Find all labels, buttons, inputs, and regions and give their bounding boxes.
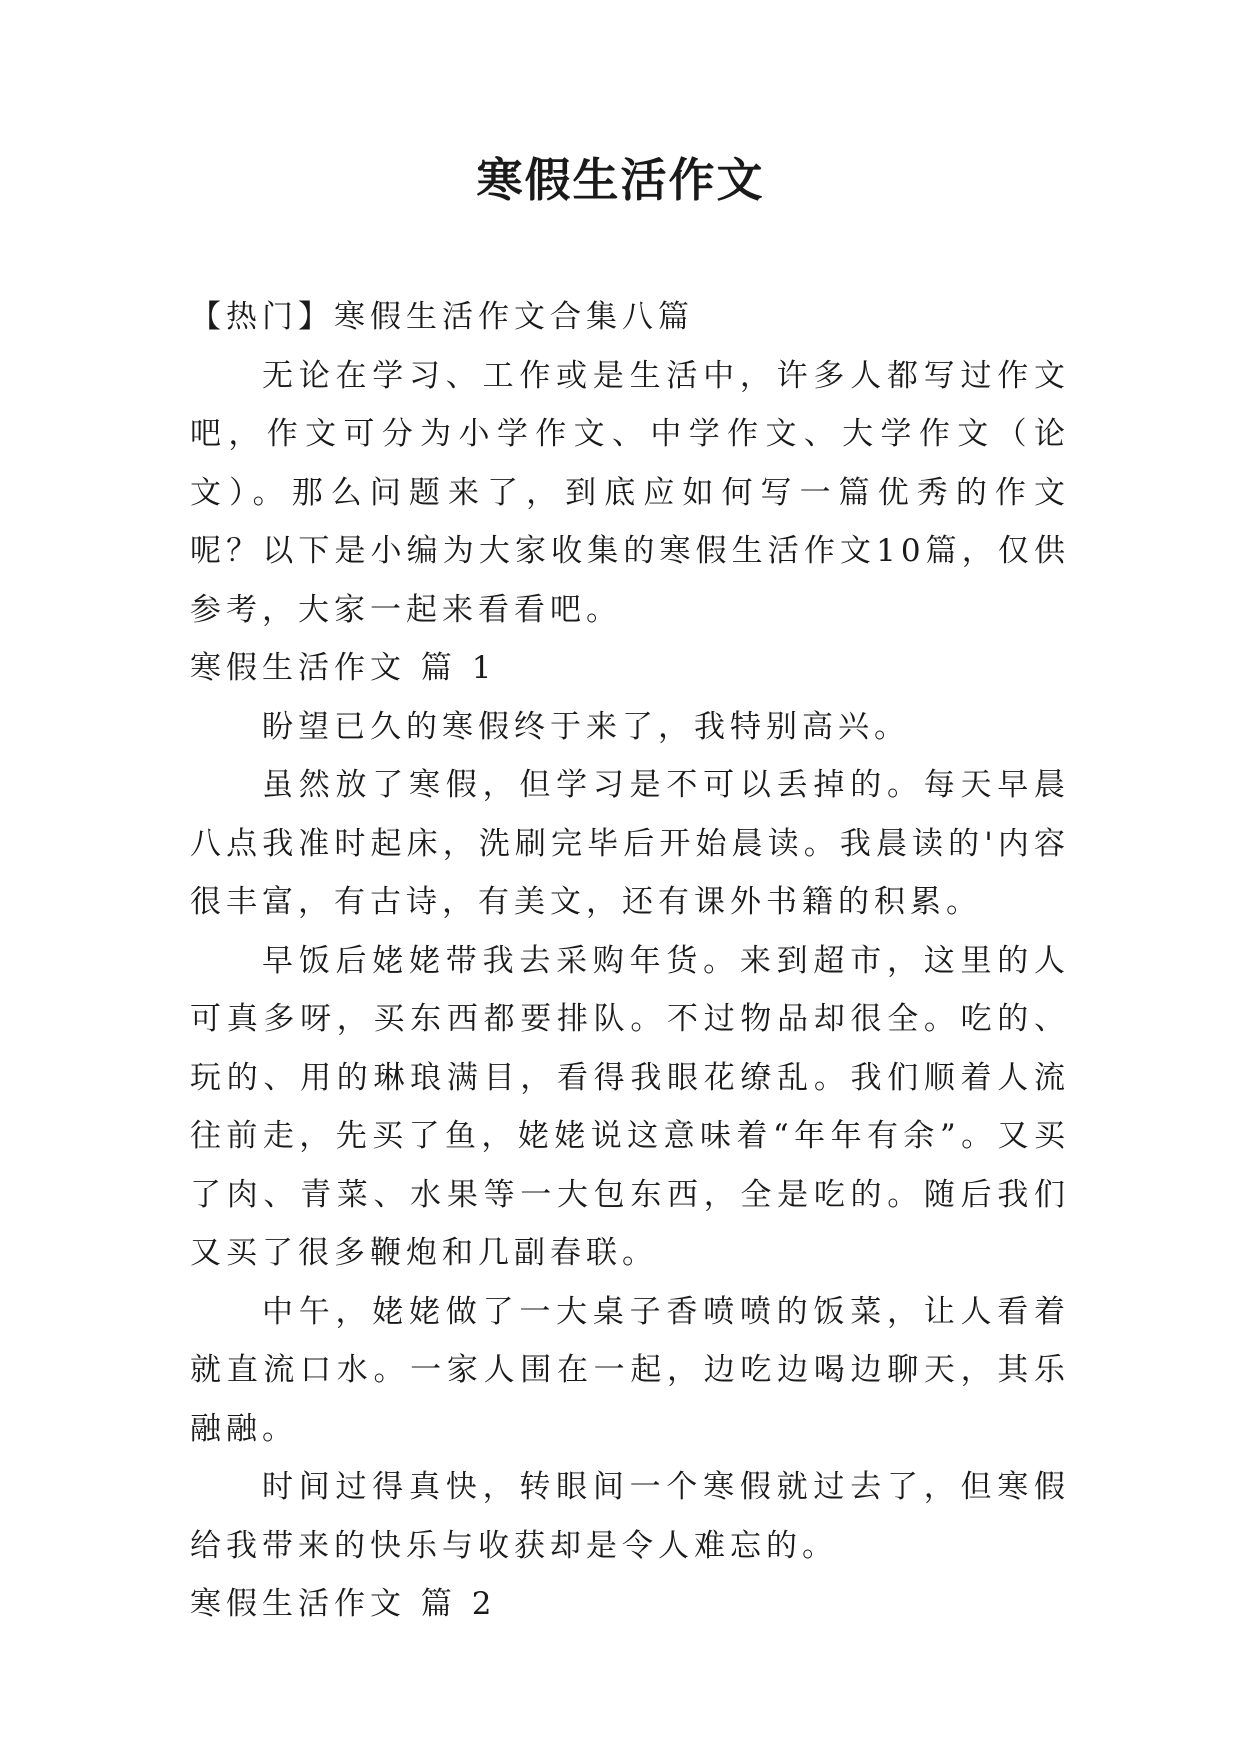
section-heading-1: 寒假生活作文 篇 1 — [190, 650, 497, 686]
document-title: 寒假生活作文 — [476, 153, 765, 207]
document-subtitle: 【热门】寒假生活作文合集八篇 — [190, 299, 694, 335]
section-1-paragraph-4: 中午，姥姥做了一大桌子香喷喷的饭菜，让人看着就直流口水。一家人围在一起，边吃边喝边聊天，其乐融融。 — [190, 1293, 1070, 1447]
intro-paragraph: 无论在学习、工作或是生活中，许多人都写过作文吧，作文可分为小学作文、中学作文、大学作文（论文）。那么问题来了，到底应如何写一篇优秀的作文呢？以下是小编为大家收集的寒假生活作文10篇，仅供参考，大家一起来看看吧。 — [190, 357, 1070, 628]
section-1-paragraph-3: 早饭后姥姥带我去采购年货。来到超市，这里的人可真多呀，买东西都要排队。不过物品却很全。吃的、玩的、用的琳琅满目，看得我眼花缭乱。我们顺着人流往前走，先买了鱼，姥姥说这意味着“年年有余”。又买了肉、青菜、水果等一大包东西，全是吃的。随后我们又买了很多鞭炮和几副春联。 — [190, 942, 1070, 1271]
section-1-paragraph-1: 盼望已久的寒假终于来了，我特别高兴。 — [262, 708, 910, 745]
section-1-paragraph-5: 时间过得真快，转眼间一个寒假就过去了，但寒假给我带来的快乐与收获却是令人难忘的。 — [190, 1469, 1070, 1564]
section-heading-2: 寒假生活作文 篇 2 — [190, 1586, 497, 1622]
section-1-paragraph-2: 虽然放了寒假，但学习是不可以丢掉的。每天早晨八点我准时起床，洗刷完毕后开始晨读。我晨读的'内容很丰富，有古诗，有美文，还有课外书籍的积累。 — [190, 767, 1070, 920]
document-body — [190, 288, 1070, 1634]
